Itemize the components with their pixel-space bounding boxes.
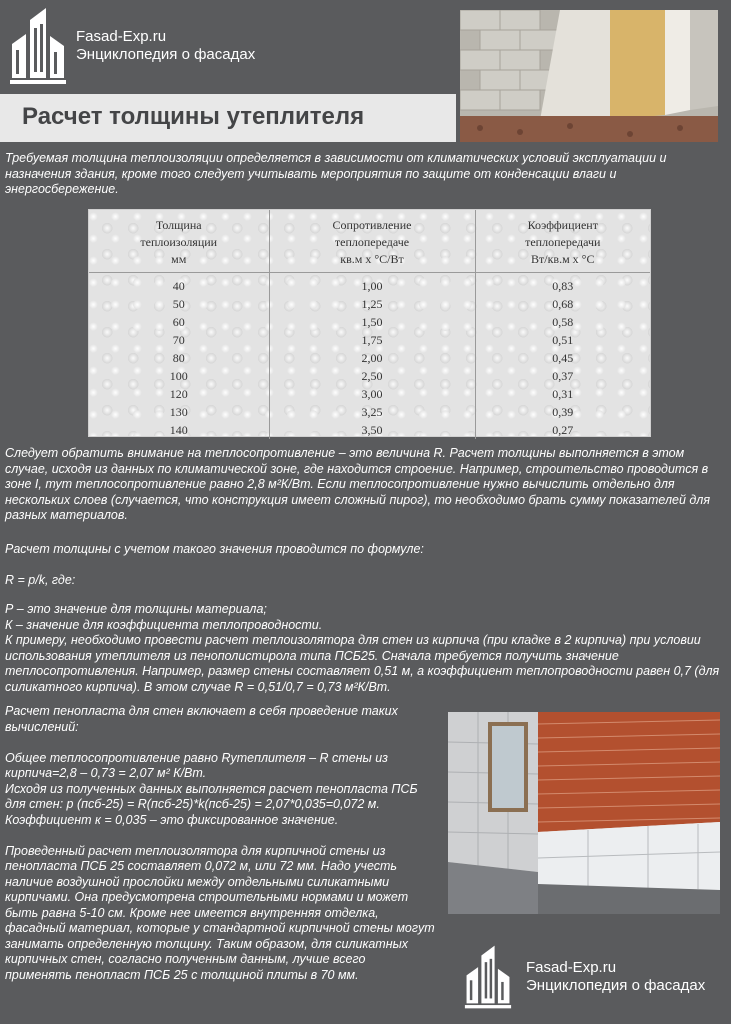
building-logo-icon bbox=[458, 944, 518, 1010]
page-title: Расчет толщины утеплителя bbox=[22, 103, 365, 130]
header-thickness: Толщина теплоизоляции мм bbox=[89, 210, 269, 272]
foam-calculation-text bbox=[5, 704, 435, 983]
table-row: 140 3,50 0,27 bbox=[89, 421, 650, 439]
r-value-paragraph: Следует обратить внимание на теплосопротивление – это величина R. Расчет толщины выполняется в этом случае, исходя из данных по климатической зоне, где находится строение. Например, строительство проводится в зоне I, тут теплосопротивление равно 2,8 м²К/Вт. Если теплосопротивление нужно вычислить отдельно для нескольких слоев (случается, что конструкция имеет сложный пирог), то необходимо брать сумму показателей для разных материалов. bbox=[5, 446, 711, 522]
facade-insulation-photo bbox=[460, 10, 718, 142]
brand-tagline: Энциклопедия о фасадах bbox=[76, 46, 256, 63]
calc-coefficient: Коэффициент к = 0,035 – это фиксированное значение. bbox=[5, 812, 339, 827]
brand-name: Fasad-Exp.ru bbox=[526, 959, 617, 976]
table-row: 130 3,25 0,39 bbox=[89, 403, 650, 421]
brick-wall-foam-photo bbox=[448, 712, 720, 914]
calc-foam-thickness: Исходя из полученных данных выполняется расчет пенопласта ПСБ для стен: р (псб-25) = R(псб-25)*k(псб-25) = 2,07*0,035=0,072 м. bbox=[5, 781, 418, 811]
table-row: 60 1,50 0,58 bbox=[89, 313, 650, 331]
brand-tagline: Энциклопедия о фасадах bbox=[526, 977, 706, 994]
thickness-table bbox=[89, 210, 650, 439]
calc-total-resistance: Общее теплосопротивление равно Rутеплителя – R стены из кирпича=2,8 – 0,73 = 2,07 м² К/Вт. bbox=[5, 750, 388, 780]
header-resistance: Сопротивление теплопередаче кв.м х °С/Вт bbox=[269, 210, 475, 272]
definition-k: К – значение для коэффициента теплопроводности. bbox=[5, 617, 323, 632]
building-logo-icon bbox=[8, 6, 68, 86]
formula: R = p/k, где: bbox=[5, 573, 76, 587]
calc-conclusion: Проведенный расчет теплоизолятора для кирпичной стены из пенопласта ПСБ 25 составляет 0,072 м, или 72 мм. Надо учесть наличие воздушной прослойки между отдельными силикатными кирпичами. Она предусмотрена строительными нормами и может быть равна 5-10 см. Кроме нее имеется внутренняя отделка, фасадный материал, которые у стандартной кирпичной стены могут занимать определенную толщину. Таким образом, для силикатных кирпичных стен, согласно полученным данным, лучше всего применять пенопласт ПСБ 25 с толщиной плиты в 70 мм. bbox=[5, 843, 435, 982]
definition-p: Р – это значение для толщины материала; bbox=[5, 602, 267, 616]
table-row: 120 3,00 0,31 bbox=[89, 385, 650, 403]
table-row: 70 1,75 0,51 bbox=[89, 331, 650, 349]
intro-paragraph: Требуемая толщина теплоизоляции определяется в зависимости от климатических условий эксплуатации и назначения здания, кроме того следует учитывать мероприятия по защите от конденсации влаги и энергосбережение. bbox=[5, 151, 667, 196]
example-paragraph: К примеру, необходимо провести расчет теплоизолятора для стен из кирпича (при кладке в 2 кирпича) при условии использования утеплителя из пенополистирола типа ПСБ25. Сначала требуется получить значение теплосопротивления. Например, размер стены составляет 0,51 м, а коэффициент теплопроводности равен 0,7 (для силикатного кирпича). В этом случае R = 0,51/0,7 = 0,73 м²К/Вт. bbox=[5, 633, 720, 694]
thickness-table-panel bbox=[88, 209, 651, 437]
table-row: 80 2,00 0,45 bbox=[89, 349, 650, 367]
brand-name: Fasad-Exp.ru bbox=[76, 28, 167, 45]
header-coefficient: Коэффициент теплопередачи Вт/кв.м х °С bbox=[475, 210, 650, 272]
calc-intro: Расчет пенопласта для стен включает в себя проведение таких вычислений: bbox=[5, 704, 398, 734]
formula-intro: Расчет толщины с учетом такого значения проводится по формуле: bbox=[5, 542, 424, 556]
site-logo[interactable] bbox=[8, 6, 255, 86]
site-logo-bottom[interactable] bbox=[458, 944, 705, 1010]
table-row: 50 1,25 0,68 bbox=[89, 295, 650, 313]
table-header-row bbox=[89, 210, 650, 272]
table-row: 100 2,50 0,37 bbox=[89, 367, 650, 385]
table-row: 40 1,00 0,83 bbox=[89, 272, 650, 295]
definitions bbox=[5, 602, 725, 695]
